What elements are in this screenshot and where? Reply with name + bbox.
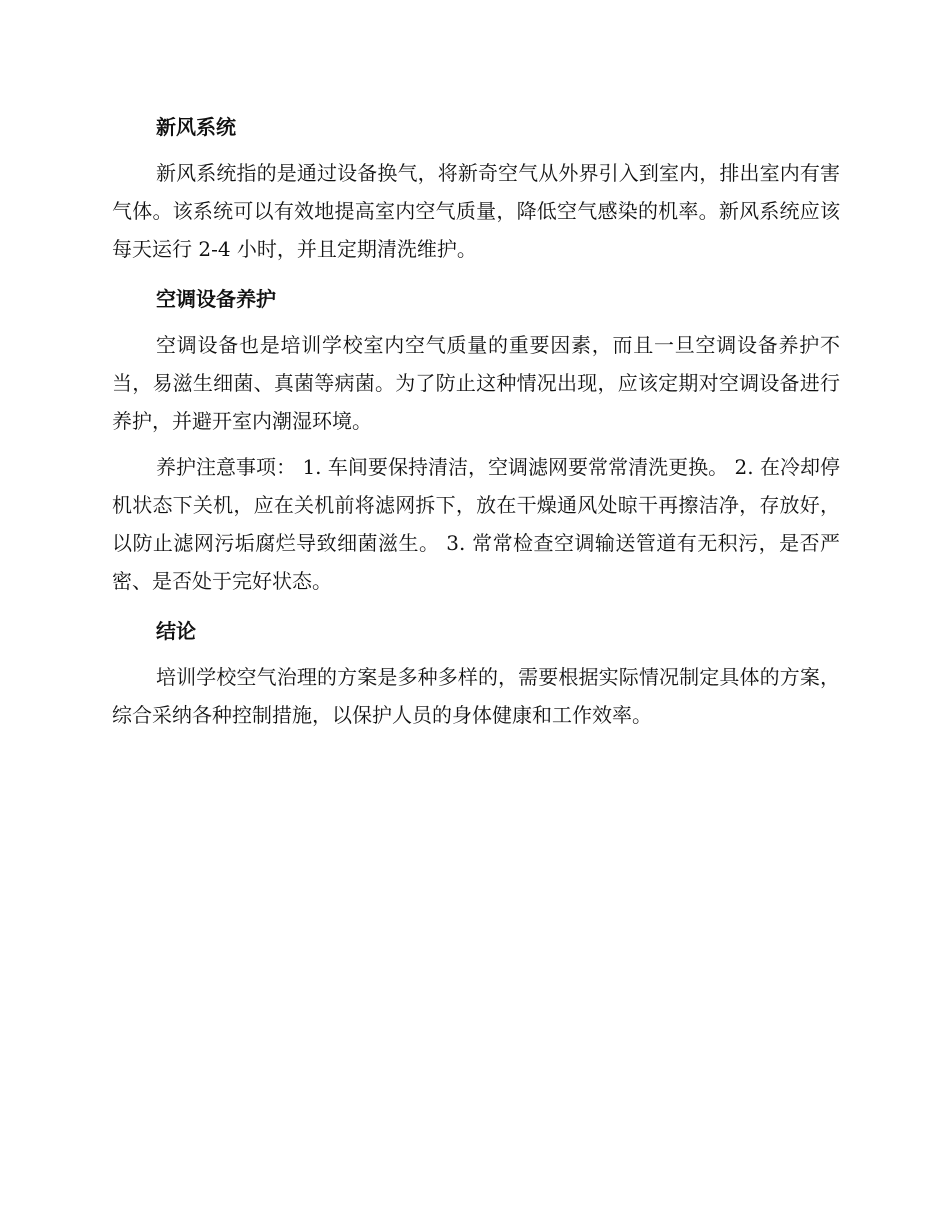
paragraph-conclusion: 培训学校空气治理的方案是多种多样的，需要根据实际情况制定具体的方案，综合采纳各种控制措施，以保护人员的身体健康和工作效率。 bbox=[112, 665, 840, 727]
paragraph-maintenance-notes: 养护注意事项： 1. 车间要保持清洁，空调滤网要常常清洗更换。 2. 在冷却停机状态下关机，应在关机前将滤网拆下，放在干燥通风处晾干再擦洁净，存放好，以防止滤网污垢腐烂导致细菌滋生。 3. 常常检查空调输送管道有无积污，是否严密、是否处于完好状态。 bbox=[112, 455, 840, 593]
section-heading-fresh-air: 新风系统 bbox=[156, 115, 236, 139]
section-heading-ac-maintenance: 空调设备养护 bbox=[156, 287, 276, 311]
paragraph-ac-maintenance: 空调设备也是培训学校室内空气质量的重要因素，而且一旦空调设备养护不当，易滋生细菌、真菌等病菌。为了防止这种情况出现，应该定期对空调设备进行养护，并避开室内潮湿环境。 bbox=[112, 333, 840, 433]
section-heading-conclusion: 结论 bbox=[156, 619, 196, 643]
document-body bbox=[112, 108, 840, 734]
paragraph-fresh-air: 新风系统指的是通过设备换气，将新奇空气从外界引入到室内，排出室内有害气体。该系统可以有效地提高室内空气质量，降低空气感染的机率。新风系统应该每天运行 2-4 小时，并且定期清洗维护。 bbox=[112, 161, 840, 261]
